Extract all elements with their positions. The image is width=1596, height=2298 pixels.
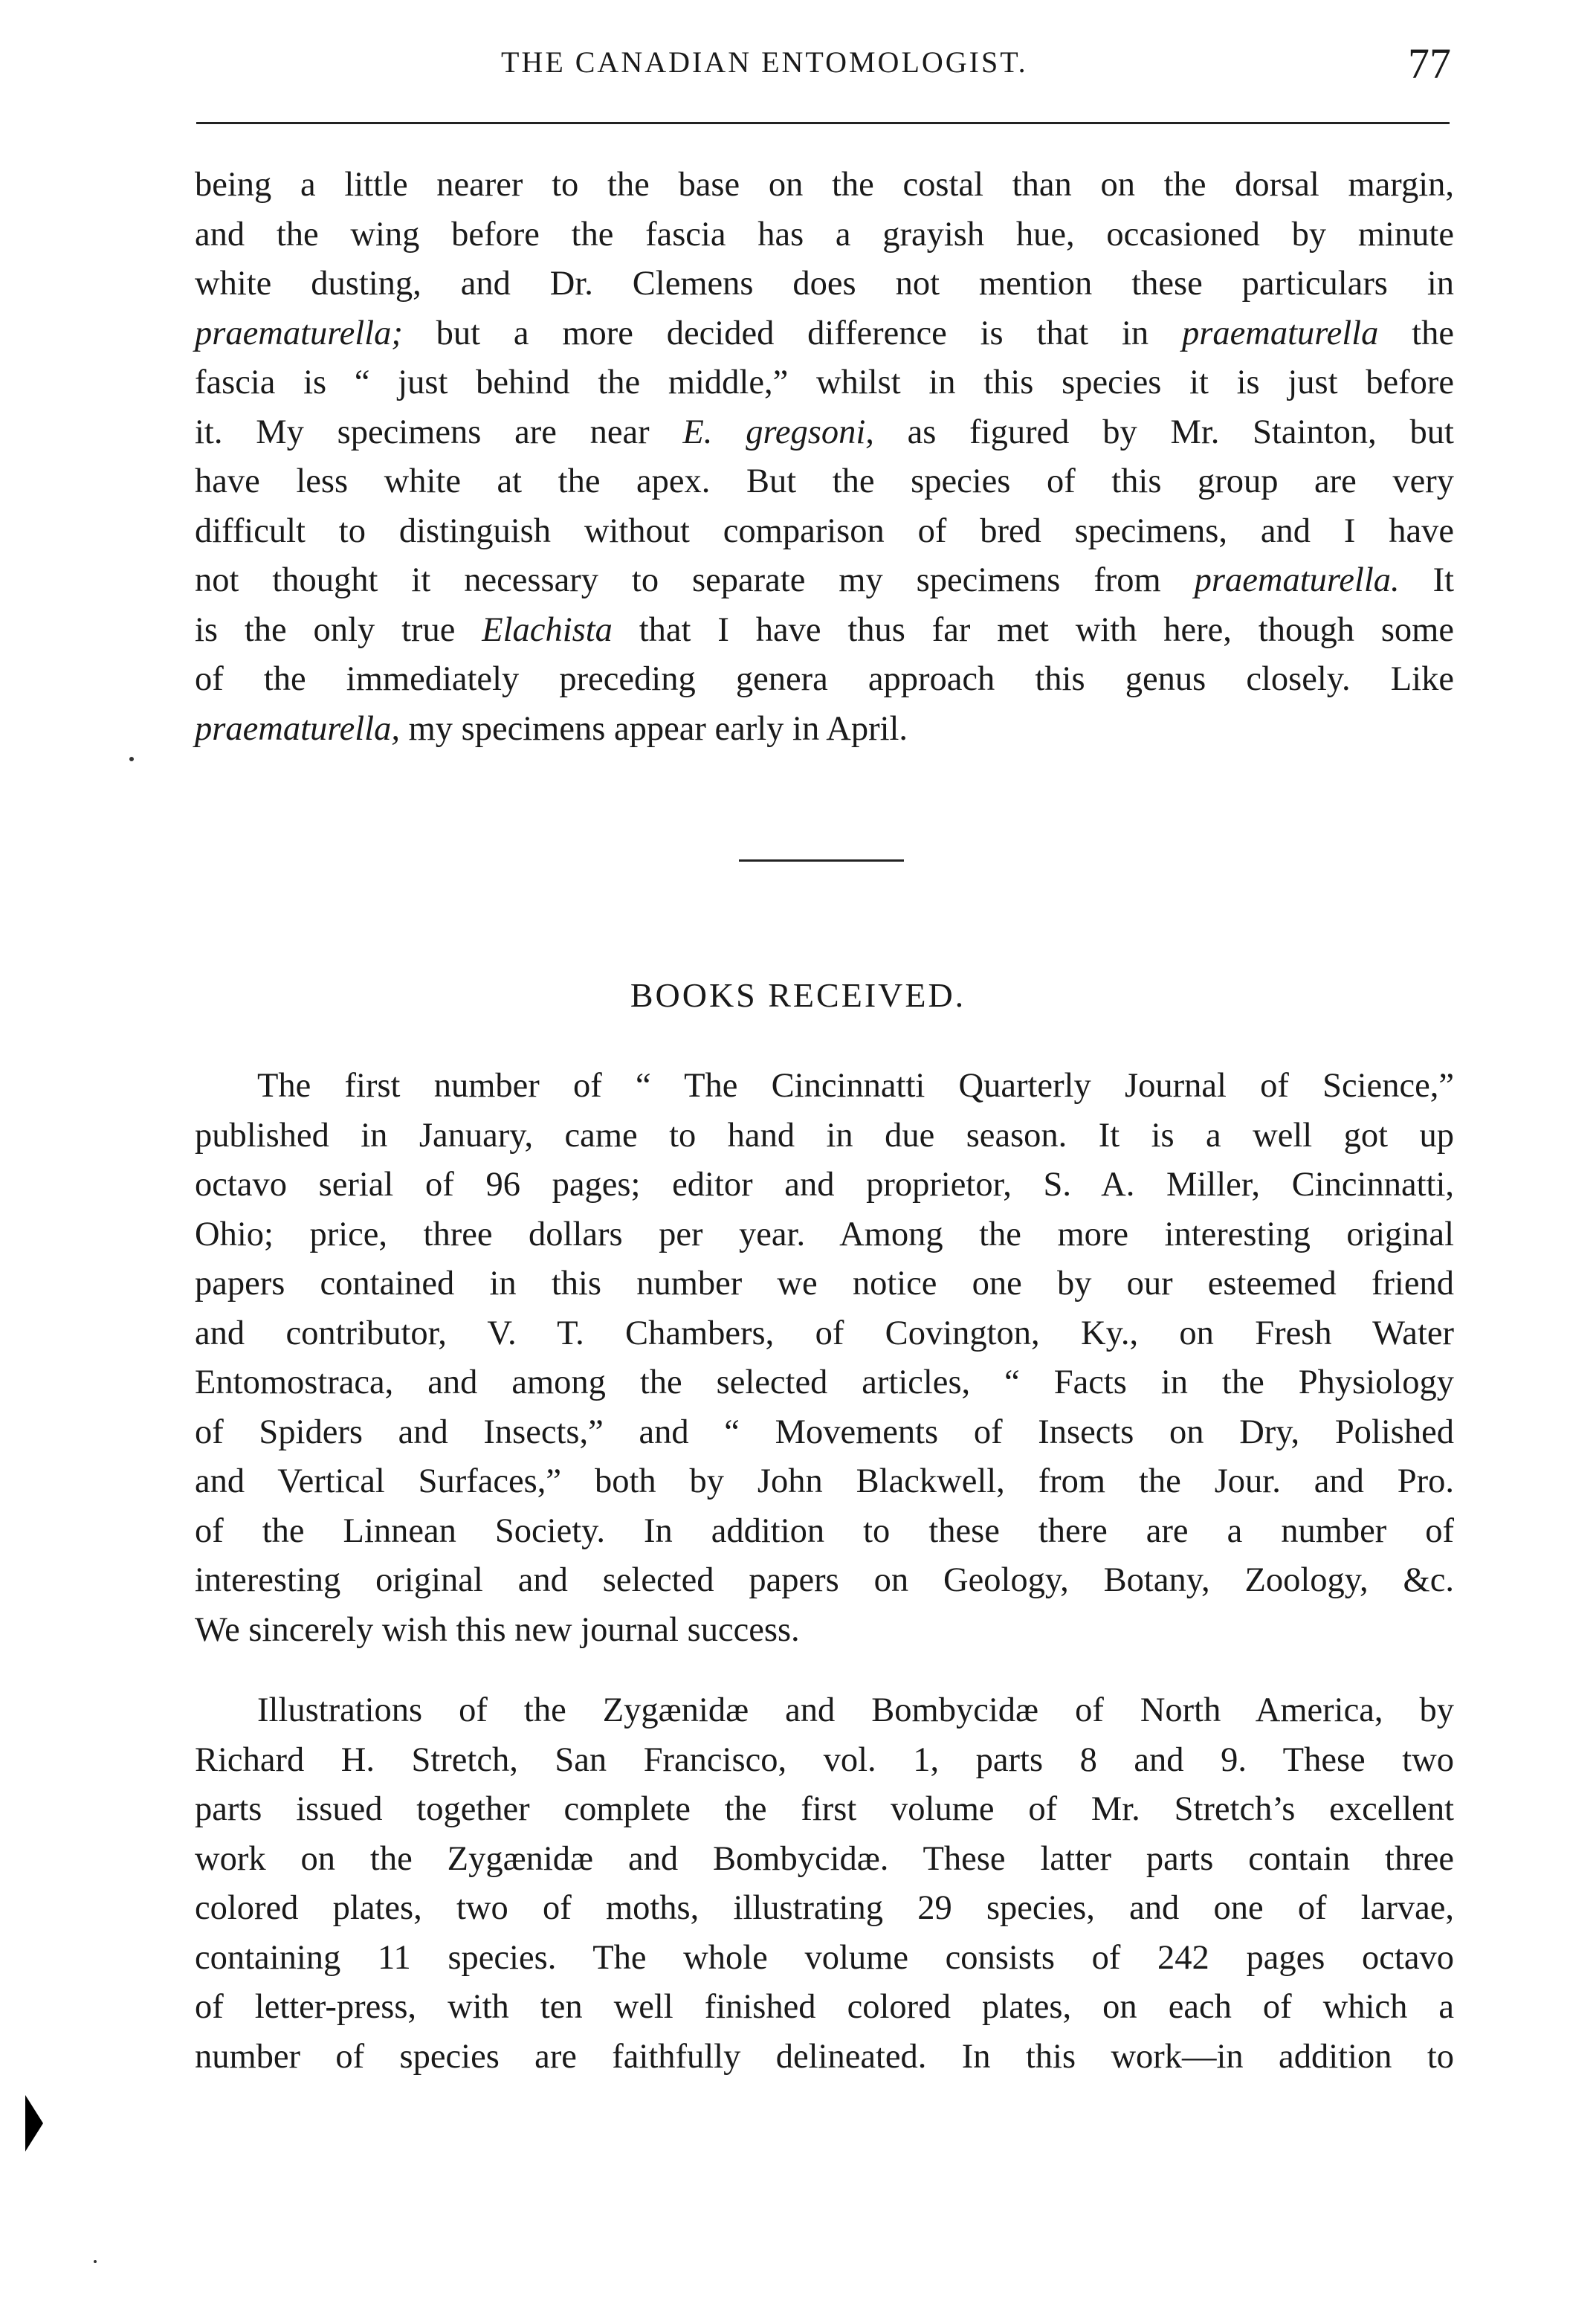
text-line: of Spiders and Insects,” and “ Movements of Insects on Dry, Polished <box>195 1413 1454 1451</box>
text-line: parts issued together complete the first volume of Mr. Stretch’s excellent <box>195 1790 1454 1828</box>
text-line: interesting original and selected papers on Geology, Botany, Zoology, &c. <box>195 1561 1454 1599</box>
running-title: THE CANADIAN ENTOMOLOGIST. <box>501 45 1028 79</box>
text-line: number of species are faithfully delineated. In this work—in addition to <box>195 2037 1454 2076</box>
genus-name: Elachista <box>482 610 613 649</box>
section-title: BOOKS RECEIVED. <box>630 976 966 1014</box>
text-line: Illustrations of the Zygænidæ and Bombycidæ of North America, by <box>257 1691 1454 1729</box>
text-line: containing 11 species. The whole volume consists of 242 pages octavo <box>195 1938 1454 1977</box>
text-line: We sincerely wish this new journal success. <box>195 1610 800 1649</box>
print-speck <box>129 757 134 761</box>
text-line: published in January, came to hand in due season. It is a well got up <box>195 1116 1454 1155</box>
text-line: is the only true Elachista that I have thus far met with here, though some <box>195 610 1454 649</box>
books-paragraph-cincinnati-journal <box>195 1062 1454 1655</box>
margin-arrow-mark <box>25 2095 43 2152</box>
print-speck <box>94 2260 97 2263</box>
text-line: praematurella, my specimens appear early in April. <box>195 709 908 748</box>
text-line: work on the Zygænidæ and Bombycidæ. These latter parts contain three <box>195 1839 1454 1878</box>
running-header <box>196 39 1451 98</box>
text-line: white dusting, and Dr. Clemens does not mention these particulars in <box>195 265 1454 303</box>
species-name: praematurella, <box>195 709 400 748</box>
text-line: Ohio; price, three dollars per year. Among the more interesting original <box>195 1215 1454 1253</box>
text-line: being a little nearer to the base on the costal than on the dorsal margin, <box>195 166 1454 204</box>
text-line: difficult to distinguish without comparison of bred specimens, and I have <box>195 511 1454 550</box>
species-name: praematurella; <box>195 314 403 352</box>
species-name: praematurella <box>1182 314 1379 352</box>
text-line: not thought it necessary to separate my specimens from praematurella. It <box>195 561 1455 599</box>
text-line: and the wing before the fascia has a grayish hue, occasioned by minute <box>195 215 1454 254</box>
text-line: and Vertical Surfaces,” both by John Blackwell, from the Jour. and Pro. <box>195 1462 1454 1500</box>
text-line: octavo serial of 96 pages; editor and proprietor, S. A. Miller, Cincinnatti, <box>195 1166 1454 1204</box>
text-line: praematurella; but a more decided difference is that in praematurella the <box>195 314 1454 352</box>
continued-paragraph <box>195 161 1454 754</box>
text-line: it. My specimens are near E. gregsoni, as figured by Mr. Stainton, but <box>195 413 1454 451</box>
text-line: papers contained in this number we notice one by our esteemed friend <box>195 1265 1454 1303</box>
species-name: praematurella. <box>1194 561 1400 599</box>
page-number: 77 <box>1408 39 1451 88</box>
text-line: fascia is “ just behind the middle,” whilst in this species it is just before <box>195 364 1454 401</box>
text-line: and contributor, V. T. Chambers, of Covington, Ky., on Fresh Water <box>195 1314 1454 1352</box>
text-line: of the immediately preceding genera approach this genus closely. Like <box>195 660 1454 698</box>
section-divider <box>739 859 904 862</box>
text-line: of the Linnean Society. In addition to these there are a number of <box>195 1511 1454 1550</box>
text-line: of letter-press, with ten well finished colored plates, on each of which a <box>195 1988 1454 2026</box>
text-line: colored plates, two of moths, illustrating 29 species, and one of larvae, <box>195 1889 1454 1927</box>
text-line: have less white at the apex. But the species of this group are very <box>195 462 1454 500</box>
text-line: Richard H. Stretch, San Francisco, vol. 1, parts 8 and 9. These two <box>195 1740 1454 1779</box>
books-paragraph-stretch-illustrations <box>195 1686 1454 2082</box>
species-name: E. gregsoni, <box>682 413 874 451</box>
text-line: The first number of “ The Cincinnatti Quarterly Journal of Science,” <box>257 1067 1454 1105</box>
text-line: Entomostraca, and among the selected articles, “ Facts in the Physiology <box>195 1363 1454 1401</box>
header-rule <box>196 122 1450 124</box>
